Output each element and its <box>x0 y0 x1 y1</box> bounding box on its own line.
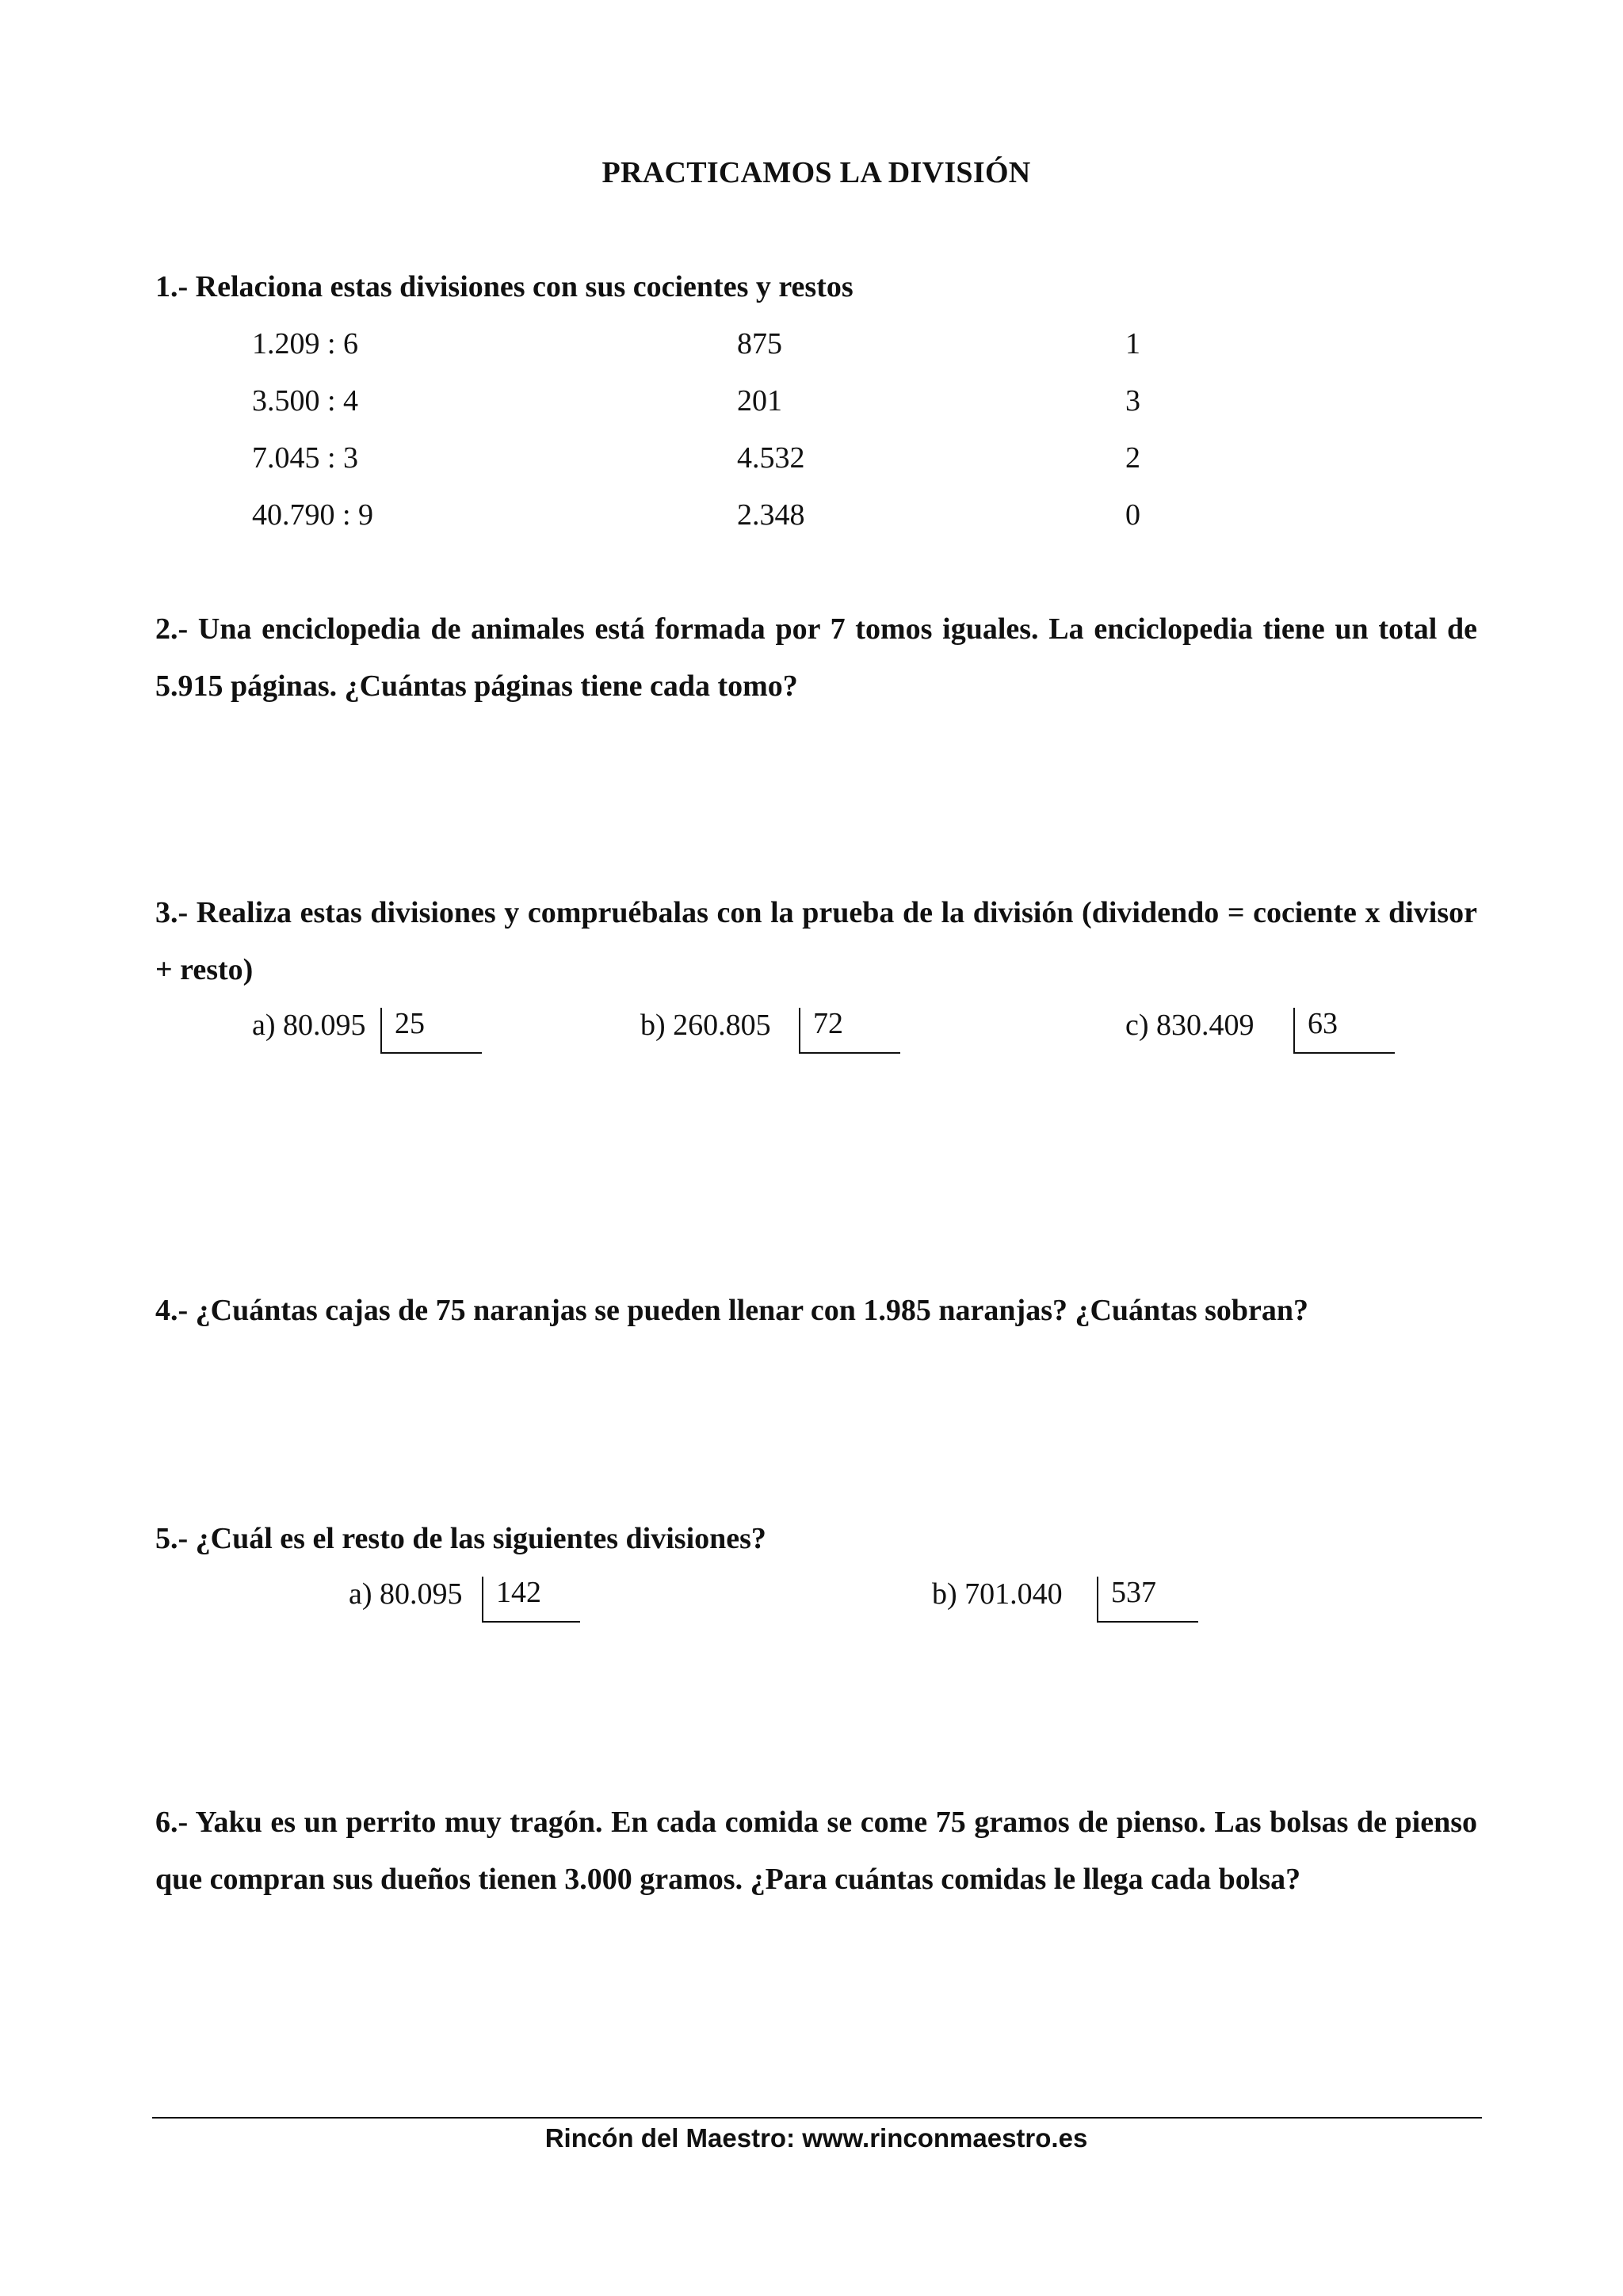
q3-division-b-divisor: 72 <box>799 1008 900 1054</box>
q5-division-b-divisor: 537 <box>1097 1577 1198 1623</box>
page-title: PRACTICAMOS LA DIVISIÓN <box>601 156 1031 189</box>
question-5-prompt: 5.- ¿Cuál es el resto de las siguientes divisiones? <box>155 1522 766 1555</box>
footer-divider <box>152 2117 1482 2119</box>
q3-division-a-dividend: a) 80.095 <box>252 1009 366 1042</box>
q5-division-b-dividend: b) 701.040 <box>932 1577 1063 1611</box>
q3-division-b-dividend: b) 260.805 <box>640 1009 771 1042</box>
q1-division-4: 40.790 : 9 <box>252 498 374 532</box>
q1-division-1: 1.209 : 6 <box>252 327 359 360</box>
q1-quotient-1: 875 <box>737 327 782 360</box>
q1-quotient-3: 4.532 <box>737 441 805 475</box>
q5-division-a-divisor: 142 <box>482 1577 580 1623</box>
footer-credit: Rincón del Maestro: www.rinconmaestro.es <box>544 2123 1088 2153</box>
q1-remainder-4: 0 <box>1125 498 1140 532</box>
question-3-prompt: 3.- Realiza estas divisiones y compruébalas con la prueba de la división (dividendo = cociente x divisor + resto) <box>155 896 1477 986</box>
q1-remainder-3: 2 <box>1125 441 1140 475</box>
q1-quotient-4: 2.348 <box>737 498 805 532</box>
q1-remainder-2: 3 <box>1125 384 1140 418</box>
q1-division-3: 7.045 : 3 <box>252 441 359 475</box>
q3-division-c-dividend: c) 830.409 <box>1125 1009 1254 1042</box>
q1-division-2: 3.500 : 4 <box>252 384 359 418</box>
question-6-prompt: 6.- Yaku es un perrito muy tragón. En cada comida se come 75 gramos de pienso. Las bolsas de pienso que compran sus dueños tienen 3.000 gramos. ¿Para cuántas comidas le llega cada bolsa? <box>155 1806 1477 1896</box>
question-4-prompt: 4.- ¿Cuántas cajas de 75 naranjas se pueden llenar con 1.985 naranjas? ¿Cuántas sobran? <box>155 1294 1309 1327</box>
question-1-prompt: 1.- Relaciona estas divisiones con sus cocientes y restos <box>155 270 854 303</box>
question-2-prompt: 2.- Una enciclopedia de animales está formada por 7 tomos iguales. La enciclopedia tiene un total de 5.915 páginas. ¿Cuántas páginas tiene cada tomo? <box>155 612 1477 703</box>
q1-remainder-1: 1 <box>1125 327 1140 360</box>
q3-division-a-divisor: 25 <box>380 1008 482 1054</box>
q5-division-a-dividend: a) 80.095 <box>349 1577 463 1611</box>
q1-quotient-2: 201 <box>737 384 782 418</box>
q3-division-c-divisor: 63 <box>1293 1008 1395 1054</box>
